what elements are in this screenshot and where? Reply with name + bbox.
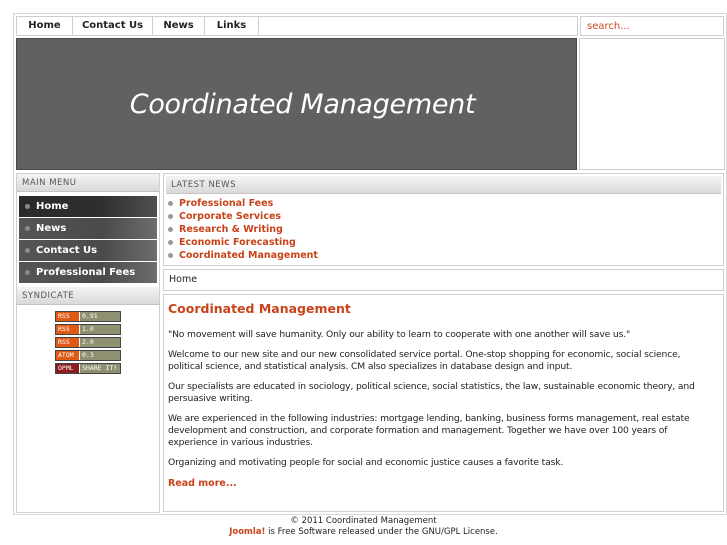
main-menu-header: MAIN MENU xyxy=(17,174,159,192)
feed-tag: ATOM xyxy=(56,351,80,360)
rss-20-feed-button[interactable] xyxy=(55,337,121,348)
footer-license-line xyxy=(0,527,727,538)
joomla-link[interactable]: Joomla! xyxy=(229,527,266,537)
menu-item-contact-us[interactable] xyxy=(19,240,157,261)
latest-news-module xyxy=(163,173,724,266)
news-link-research-writing[interactable] xyxy=(168,223,723,236)
read-more-link[interactable]: Read more... xyxy=(168,478,237,489)
nav-home[interactable]: Home xyxy=(17,17,73,35)
footer-copyright: © 2011 Coordinated Management xyxy=(290,516,437,526)
footer xyxy=(0,516,727,538)
feed-version: 1.0 xyxy=(80,325,120,334)
article-paragraph: Organizing and motivating people for social and economic justice causes a favorite task. xyxy=(168,457,564,468)
feed-tag: OPML xyxy=(56,364,80,373)
latest-news-list xyxy=(164,194,723,262)
bullet-icon xyxy=(168,201,173,206)
article xyxy=(163,294,724,512)
bullet-icon xyxy=(25,270,30,275)
rss-10-feed-button[interactable] xyxy=(55,324,121,335)
bullet-icon xyxy=(168,240,173,245)
footer-license: is Free Software released under the GNU/GPL License. xyxy=(265,527,498,537)
news-link-corporate-services[interactable] xyxy=(168,210,723,223)
bullet-icon xyxy=(168,253,173,258)
atom-03-feed-button[interactable] xyxy=(55,350,121,361)
syndicate-feeds xyxy=(17,305,159,374)
banner-side-panel xyxy=(579,38,725,170)
feed-version: SHARE IT! xyxy=(80,364,120,373)
feed-version: 0.91 xyxy=(80,312,120,321)
left-sidebar xyxy=(16,173,160,513)
article-paragraph: "No movement will save humanity. Only our ability to learn to cooperate with one another will save us." xyxy=(168,329,631,340)
article-paragraph: Welcome to our new site and our new consolidated service portal. One-stop shopping for economic, social science, political science, and statistical analysis. CM also specializes in database design and input. xyxy=(168,349,681,372)
feed-tag: RSS xyxy=(56,325,80,334)
news-link-label: Corporate Services xyxy=(179,211,282,222)
menu-item-label: Contact Us xyxy=(36,245,98,256)
news-link-label: Professional Fees xyxy=(179,198,274,209)
nav-news[interactable]: News xyxy=(153,17,205,35)
top-nav xyxy=(16,16,578,36)
menu-item-label: News xyxy=(36,223,67,234)
news-link-label: Coordinated Management xyxy=(179,250,318,261)
feed-tag: RSS xyxy=(56,312,80,321)
opml-share-button[interactable] xyxy=(55,363,121,374)
main-menu xyxy=(17,196,159,283)
menu-item-label: Home xyxy=(36,201,69,212)
news-link-professional-fees[interactable] xyxy=(168,197,723,210)
menu-item-home[interactable] xyxy=(19,196,157,217)
rss-091-feed-button[interactable] xyxy=(55,311,121,322)
site-title: Coordinated Management xyxy=(129,88,476,120)
bullet-icon xyxy=(25,204,30,209)
news-link-economic-forecasting[interactable] xyxy=(168,236,723,249)
header-banner xyxy=(16,38,577,170)
latest-news-header: LATEST NEWS xyxy=(166,176,721,194)
bullet-icon xyxy=(168,214,173,219)
news-link-label: Economic Forecasting xyxy=(179,237,296,248)
feed-tag: RSS xyxy=(56,338,80,347)
syndicate-header: SYNDICATE xyxy=(17,287,159,305)
bullet-icon xyxy=(25,226,30,231)
nav-links[interactable]: Links xyxy=(205,17,259,35)
bullet-icon xyxy=(168,227,173,232)
search-input[interactable] xyxy=(580,16,724,36)
news-link-label: Research & Writing xyxy=(179,224,283,235)
article-paragraph: We are experienced in the following industries: mortgage lending, banking, business forms management, real estate development and construction, and corporate formation and management. Together we have over 100 years of experience in various industries. xyxy=(168,413,690,448)
bullet-icon xyxy=(25,248,30,253)
feed-version: 0.3 xyxy=(80,351,120,360)
news-link-coordinated-management[interactable] xyxy=(168,249,723,262)
article-title: Coordinated Management xyxy=(168,301,351,316)
menu-item-news[interactable] xyxy=(19,218,157,239)
menu-item-professional-fees[interactable] xyxy=(19,262,157,283)
breadcrumb: Home xyxy=(163,269,724,291)
menu-item-label: Professional Fees xyxy=(36,267,136,278)
feed-version: 2.0 xyxy=(80,338,120,347)
article-paragraph: Our specialists are educated in sociology, political science, social statistics, the law, sustainable economic theory, and persuasive writing. xyxy=(168,381,695,404)
nav-contact-us[interactable]: Contact Us xyxy=(73,17,153,35)
